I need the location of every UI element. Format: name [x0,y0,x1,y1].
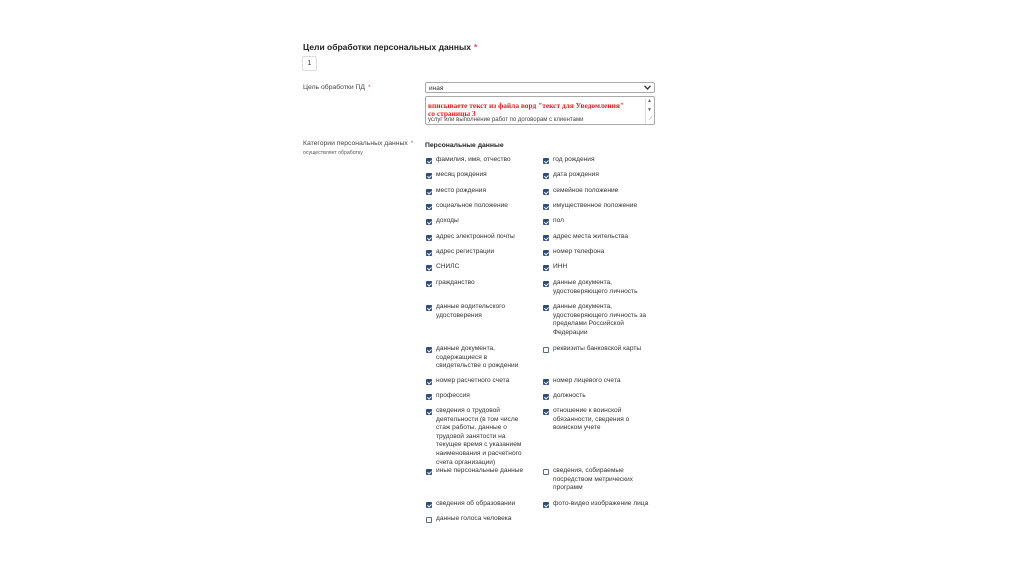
checkbox[interactable] [543,281,549,287]
checkbox-label[interactable]: фото-видео изображение лица [553,500,649,507]
checkbox[interactable] [426,305,432,311]
checkbox[interactable] [426,219,432,225]
checkbox[interactable] [543,189,549,195]
resize-grip-icon[interactable]: ⟋ [648,116,653,122]
checkbox-label[interactable]: сведения, собираемые посредством метрических программ [553,467,633,492]
checkbox-label[interactable]: адрес регистрации [436,248,495,255]
checkbox-label[interactable]: иные персональные данные [436,467,524,474]
checkbox[interactable] [426,173,432,179]
checkbox-label[interactable]: место рождения [436,187,487,194]
checkbox-label[interactable]: фамилия, имя, отчество [436,156,511,163]
checkbox-label[interactable]: год рождения [553,156,595,163]
checkbox-label[interactable]: дата рождения [553,171,599,178]
checkbox[interactable] [543,265,549,271]
checkbox[interactable] [543,394,549,400]
checkbox[interactable] [543,158,549,164]
checkbox-label[interactable]: номер расчетного счета [436,377,510,384]
checkbox[interactable] [426,158,432,164]
categories-sublabel: осуществляет обработку [303,150,363,156]
checkbox[interactable] [426,281,432,287]
checkbox-label[interactable]: отношение к воинской обязанности, сведения о воинском учете [553,407,630,432]
checkbox[interactable] [543,409,549,415]
categories-label-text: Категории персональных данных [303,140,408,147]
categories-label [303,140,413,147]
checkbox[interactable] [543,469,549,475]
required-mark: * [410,140,414,147]
checkbox-label[interactable]: социальное положение [436,202,508,209]
personal-data-group-title: Персональные данные [425,142,504,149]
checkbox-label[interactable]: должность [553,392,586,399]
checkbox[interactable] [543,502,549,508]
chevron-down-icon [644,85,651,90]
checkbox-label[interactable]: данные документа, удостоверяющего личность за пределами Российской Федерации [553,303,647,336]
required-mark: * [368,84,371,91]
purpose-select-value: иная [429,85,444,92]
checkbox-label[interactable]: ИНН [553,263,568,270]
checkbox[interactable] [426,235,432,241]
checkbox-label[interactable]: данные голоса человека [436,515,512,522]
checkbox-label[interactable]: СНИЛС [436,263,460,270]
checkbox-label[interactable]: адрес электронной почты [436,233,515,240]
checkbox-label[interactable]: имущественное положение [553,202,638,209]
purpose-textarea[interactable] [425,96,655,125]
checkbox-label[interactable]: данные водительского удостоверения [436,303,506,319]
checkbox-label[interactable]: сведения об образовании [436,500,516,507]
checkbox[interactable] [426,250,432,256]
checkbox[interactable] [426,409,432,415]
checkbox[interactable] [426,379,432,385]
checkbox[interactable] [426,347,432,353]
checkbox-label[interactable]: сведения о трудовой деятельности (в том числе стаж работы, данные о трудовой занятости на текущее время с указанием наименования и расчетного счета организации) [436,407,522,466]
checkbox[interactable] [543,204,549,210]
checkbox[interactable] [543,250,549,256]
checkbox[interactable] [543,235,549,241]
checkbox-label[interactable]: номер лицевого счета [553,377,621,384]
checkbox-label[interactable]: адрес места жительства [553,233,629,240]
checkbox-label[interactable]: гражданство [436,279,475,286]
checkbox[interactable] [426,204,432,210]
required-mark: * [473,42,478,52]
checkbox[interactable] [426,394,432,400]
purpose-label [303,84,371,91]
checkbox-label[interactable]: данные документа, содержащиеся в свидетельстве о рождении [436,345,519,370]
checkbox[interactable] [543,347,549,353]
section-title-text: Цели обработки персональных данных [303,42,471,52]
checkbox-label[interactable]: доходы [436,217,459,224]
purpose-select[interactable] [425,82,655,93]
scroll-down-icon[interactable]: ▼ [647,107,652,113]
checkbox[interactable] [426,502,432,508]
checkbox-label[interactable]: профессия [436,392,470,399]
checkbox[interactable] [426,265,432,271]
page-number-badge[interactable]: 1 [302,56,317,71]
section-title [303,42,477,52]
checkbox-label[interactable]: данные документа, удостоверяющего личность [553,279,638,295]
checkbox[interactable] [426,469,432,475]
instruction-overlay: вписываете текст из файла ворд "текст для Уведомления" со страницы 3 [428,101,625,118]
checkbox-label[interactable]: семейное положение [553,187,619,194]
checkbox[interactable] [426,189,432,195]
checkbox[interactable] [543,305,549,311]
checkbox[interactable] [543,173,549,179]
scroll-up-icon[interactable]: ▲ [647,98,652,104]
checkbox-label[interactable]: пол [553,217,564,224]
checkbox[interactable] [543,219,549,225]
checkbox-label[interactable]: месяц рождения [436,171,487,178]
checkbox-label[interactable]: реквизиты банковской карты [553,345,642,352]
purpose-label-text: Цель обработки ПД [303,84,365,91]
checkbox-label[interactable]: номер телефона [553,248,605,255]
textarea-partial-text: услуг или выполнение работ по договорам с клиентами [428,117,584,123]
checkbox[interactable] [543,379,549,385]
checkbox[interactable] [426,517,432,523]
